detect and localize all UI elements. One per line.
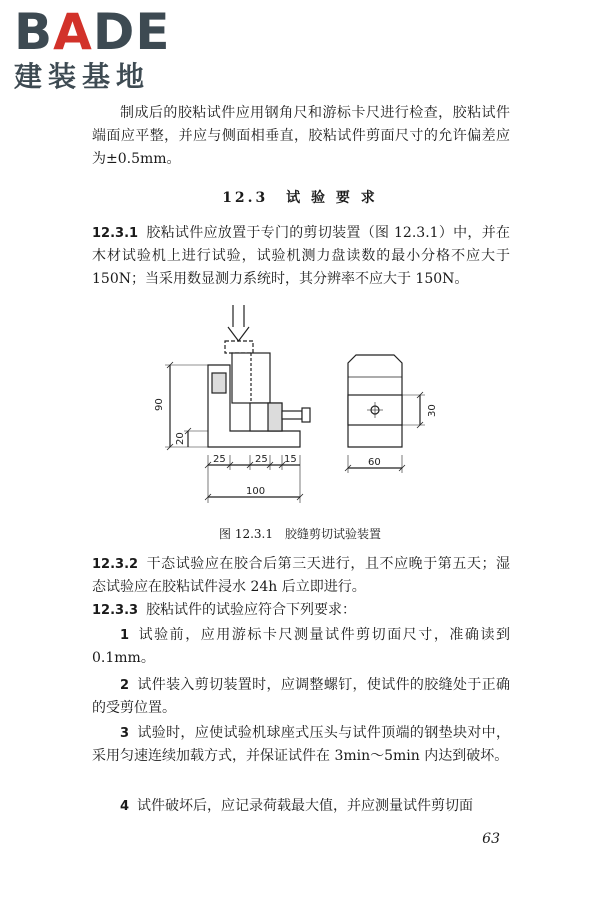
intro-paragraph: 制成后的胶粘试件应用钢角尺和游标卡尺进行检查，胶粘试件端面应平整，并应与侧面相垂直，胶粘试件剪面尺寸的允许偏差应为±0.5mm。 [92,105,510,167]
clause-12-3-2 [92,553,510,599]
item-text: 试验前，应用游标卡尺测量试件剪切面尺寸，准确读到 0.1mm。 [92,627,510,666]
item-number: 4 [120,799,130,814]
dim-label-15: 15 [284,454,297,465]
list-item [92,795,510,818]
clause-12-3-1 [92,222,510,291]
clause-number: 12.3.3 [92,603,139,618]
brand-logo [14,3,184,94]
clause-text: 胶粘试件应放置于专门的剪切装置（图 12.3.1）中，并在木材试验机上进行试验，试验机测力盘读数的最小分格不应大于 150N；当采用数显测力系统时，其分辨率不应大于 150N。 [92,225,510,287]
item-text: 试件破坏后，应记录荷载最大值，并应测量试件剪切面 [137,798,474,814]
item-number: 3 [120,726,130,741]
list-item [92,674,510,720]
clause-text: 干态试验应在胶合后第三天进行，且不应晚于第五天；湿态试验应在胶粘试件浸水 24h 后立即进行。 [92,556,510,595]
item-text: 试验时，应使试验机球座式压头与试件顶端的钢垫块对中，采用匀速连续加载方式，并保证试件在 3min～5min 内达到破坏。 [92,725,510,764]
logo-subtitle: 建装基地 [14,60,151,93]
load-arrow-icon [228,305,249,341]
figure-caption [0,525,600,542]
shear-device-figure [150,305,450,515]
list-item [92,624,510,670]
item-number: 1 [120,628,130,643]
dim-label-25b: 25 [255,454,268,465]
dim-label-20: 20 [175,432,186,445]
dim-label-30: 30 [427,404,438,417]
list-item [92,722,510,768]
clause-number: 12.3.2 [92,557,139,572]
dim-label-25a: 25 [213,454,226,465]
clause-number: 12.3.1 [92,226,139,241]
section-heading [0,187,600,207]
item-text: 试件装入剪切装置时，应调整螺钉，使试件的胶缝处于正确的受剪位置。 [92,677,510,716]
dim-label-90: 90 [154,398,165,411]
caption-number: 图 12.3.1 [219,527,273,541]
item-number: 2 [120,678,130,693]
clause-12-3-3 [92,599,510,622]
section-title: 试 验 要 求 [286,190,378,206]
section-number: 12.3 [222,190,269,206]
device-side-block [212,373,226,393]
adjusting-screw [282,411,302,419]
caption-text: 胶缝剪切试验装置 [284,527,381,541]
dim-label-100: 100 [246,486,266,497]
clause-text: 胶粘试件的试验应符合下列要求： [146,602,357,618]
steel-pad-dashed [225,341,253,353]
logo-wordmark: BADE [14,3,171,61]
page-number: 63 [482,831,500,847]
dim-label-60: 60 [368,457,381,468]
